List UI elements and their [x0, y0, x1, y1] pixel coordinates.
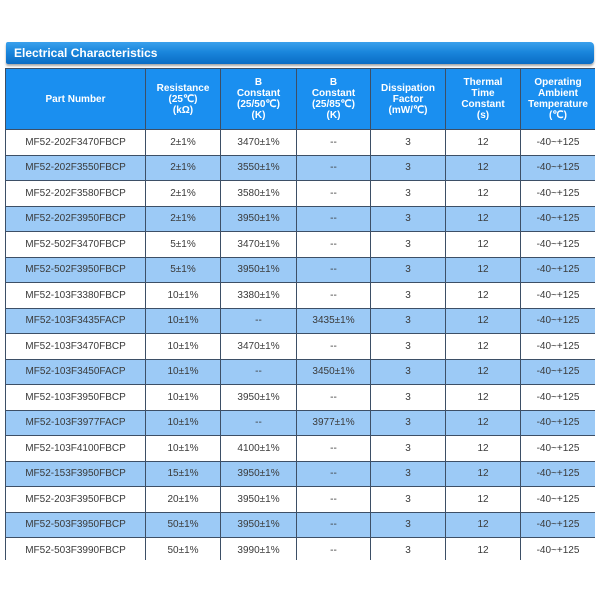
- cell-part-number: MF52-202F3950FBCP: [6, 206, 146, 232]
- cell-b-constant-25-50: --: [221, 359, 297, 385]
- cell-b-constant-25-85: --: [297, 181, 371, 207]
- cell-dissipation-factor: 3: [371, 461, 446, 487]
- cell-resistance: 15±1%: [146, 461, 221, 487]
- column-header-operating-temperature: [521, 69, 596, 130]
- cell-thermal-time-constant: 12: [446, 257, 521, 283]
- cell-part-number: MF52-202F3580FBCP: [6, 181, 146, 207]
- cell-b-constant-25-50: 3550±1%: [221, 155, 297, 181]
- cell-operating-temperature: -40~+125: [521, 512, 596, 538]
- cell-b-constant-25-50: 3580±1%: [221, 181, 297, 207]
- cell-resistance: 10±1%: [146, 308, 221, 334]
- column-header-line: Constant: [461, 99, 505, 110]
- cell-part-number: MF52-103F3380FBCP: [6, 283, 146, 309]
- cell-operating-temperature: -40~+125: [521, 334, 596, 360]
- cell-b-constant-25-85: --: [297, 334, 371, 360]
- cell-part-number: MF52-202F3550FBCP: [6, 155, 146, 181]
- cell-resistance: 20±1%: [146, 487, 221, 513]
- column-header-line: Constant: [311, 88, 356, 99]
- column-header-part-number: [6, 69, 146, 130]
- cell-b-constant-25-85: --: [297, 206, 371, 232]
- column-header-line: Dissipation: [381, 82, 435, 94]
- cell-operating-temperature: -40~+125: [521, 308, 596, 334]
- column-header-line: Thermal: [463, 77, 503, 88]
- column-header-dissipation-factor: [371, 69, 446, 130]
- cell-b-constant-25-85: --: [297, 130, 371, 156]
- cell-b-constant-25-85: 3450±1%: [297, 359, 371, 385]
- cell-b-constant-25-85: --: [297, 257, 371, 283]
- cell-operating-temperature: -40~+125: [521, 461, 596, 487]
- cell-dissipation-factor: 3: [371, 155, 446, 181]
- cell-operating-temperature: -40~+125: [521, 410, 596, 436]
- cell-b-constant-25-85: 3977±1%: [297, 410, 371, 436]
- cell-part-number: MF52-502F3950FBCP: [6, 257, 146, 283]
- column-header-resistance: [146, 69, 221, 130]
- table-row: [6, 155, 596, 181]
- cell-operating-temperature: -40~+125: [521, 385, 596, 411]
- cell-operating-temperature: -40~+125: [521, 206, 596, 232]
- table-body: [6, 130, 596, 561]
- cell-b-constant-25-50: 3470±1%: [221, 334, 297, 360]
- column-header-line: (K): [326, 110, 341, 121]
- column-header-line: (25℃): [168, 93, 198, 105]
- column-header-line: Part Number: [45, 93, 106, 105]
- cell-thermal-time-constant: 12: [446, 334, 521, 360]
- cell-b-constant-25-85: --: [297, 538, 371, 561]
- table-row: [6, 436, 596, 462]
- cell-b-constant-25-85: --: [297, 461, 371, 487]
- cell-b-constant-25-85: --: [297, 385, 371, 411]
- cell-thermal-time-constant: 12: [446, 206, 521, 232]
- cell-b-constant-25-50: 3470±1%: [221, 130, 297, 156]
- cell-part-number: MF52-103F3950FBCP: [6, 385, 146, 411]
- column-header-line: B: [329, 77, 338, 88]
- table-row: [6, 181, 596, 207]
- table-row: [6, 334, 596, 360]
- cell-thermal-time-constant: 12: [446, 410, 521, 436]
- cell-b-constant-25-50: 3950±1%: [221, 512, 297, 538]
- cell-dissipation-factor: 3: [371, 538, 446, 561]
- cell-operating-temperature: -40~+125: [521, 436, 596, 462]
- cell-resistance: 10±1%: [146, 385, 221, 411]
- cell-part-number: MF52-103F3435FACP: [6, 308, 146, 334]
- cell-dissipation-factor: 3: [371, 130, 446, 156]
- cell-b-constant-25-50: 3950±1%: [221, 257, 297, 283]
- table-row: [6, 512, 596, 538]
- electrical-characteristics-table: [5, 68, 595, 560]
- table-row: [6, 130, 596, 156]
- column-header-line: Ambient: [538, 88, 578, 99]
- cell-resistance: 50±1%: [146, 538, 221, 561]
- cell-part-number: MF52-103F3450FACP: [6, 359, 146, 385]
- cell-dissipation-factor: 3: [371, 206, 446, 232]
- cell-b-constant-25-85: --: [297, 232, 371, 258]
- cell-b-constant-25-50: --: [221, 308, 297, 334]
- cell-thermal-time-constant: 12: [446, 359, 521, 385]
- cell-operating-temperature: -40~+125: [521, 538, 596, 561]
- table-row: [6, 232, 596, 258]
- table-row: [6, 410, 596, 436]
- cell-operating-temperature: -40~+125: [521, 181, 596, 207]
- table-row: [6, 308, 596, 334]
- cell-b-constant-25-50: 3950±1%: [221, 206, 297, 232]
- column-header-line: (kΩ): [172, 104, 194, 116]
- table-row: [6, 487, 596, 513]
- column-header-b-constant-25-50: [221, 69, 297, 130]
- column-header-line: (s): [476, 110, 490, 121]
- cell-dissipation-factor: 3: [371, 359, 446, 385]
- cell-operating-temperature: -40~+125: [521, 130, 596, 156]
- cell-dissipation-factor: 3: [371, 385, 446, 411]
- column-header-line: B: [254, 77, 263, 88]
- column-header-thermal-time-constant: [446, 69, 521, 130]
- cell-b-constant-25-50: 3470±1%: [221, 232, 297, 258]
- section-title: Electrical Characteristics: [14, 46, 158, 60]
- cell-thermal-time-constant: 12: [446, 538, 521, 561]
- cell-b-constant-25-85: --: [297, 155, 371, 181]
- column-header-line: Constant: [236, 88, 281, 99]
- cell-part-number: MF52-503F3950FBCP: [6, 512, 146, 538]
- column-header-line: (25/50℃): [237, 99, 280, 110]
- cell-operating-temperature: -40~+125: [521, 283, 596, 309]
- cell-thermal-time-constant: 12: [446, 232, 521, 258]
- cell-dissipation-factor: 3: [371, 257, 446, 283]
- cell-part-number: MF52-153F3950FBCP: [6, 461, 146, 487]
- cell-b-constant-25-85: --: [297, 487, 371, 513]
- cell-resistance: 2±1%: [146, 206, 221, 232]
- table-row: [6, 359, 596, 385]
- cell-dissipation-factor: 3: [371, 334, 446, 360]
- cell-part-number: MF52-503F3990FBCP: [6, 538, 146, 561]
- cell-dissipation-factor: 3: [371, 410, 446, 436]
- cell-b-constant-25-50: 3950±1%: [221, 487, 297, 513]
- cell-b-constant-25-85: --: [297, 436, 371, 462]
- cell-b-constant-25-50: 3380±1%: [221, 283, 297, 309]
- cell-thermal-time-constant: 12: [446, 487, 521, 513]
- table-row: [6, 206, 596, 232]
- cell-dissipation-factor: 3: [371, 436, 446, 462]
- cell-operating-temperature: -40~+125: [521, 232, 596, 258]
- column-header-line: (25/85℃): [312, 99, 355, 110]
- cell-b-constant-25-50: 3950±1%: [221, 461, 297, 487]
- table-row: [6, 283, 596, 309]
- cell-operating-temperature: -40~+125: [521, 487, 596, 513]
- cell-b-constant-25-85: 3435±1%: [297, 308, 371, 334]
- cell-dissipation-factor: 3: [371, 232, 446, 258]
- cell-operating-temperature: -40~+125: [521, 257, 596, 283]
- cell-operating-temperature: -40~+125: [521, 155, 596, 181]
- cell-part-number: MF52-203F3950FBCP: [6, 487, 146, 513]
- cell-resistance: 10±1%: [146, 334, 221, 360]
- column-header-line: (K): [251, 110, 266, 121]
- cell-b-constant-25-50: 3990±1%: [221, 538, 297, 561]
- cell-thermal-time-constant: 12: [446, 436, 521, 462]
- cell-thermal-time-constant: 12: [446, 181, 521, 207]
- column-header-line: (mW/℃): [388, 104, 428, 116]
- table-row: [6, 257, 596, 283]
- cell-resistance: 50±1%: [146, 512, 221, 538]
- cell-dissipation-factor: 3: [371, 181, 446, 207]
- section-title-bar: [6, 42, 594, 64]
- cell-resistance: 5±1%: [146, 232, 221, 258]
- cell-b-constant-25-50: 3950±1%: [221, 385, 297, 411]
- column-header-line: Operating: [534, 77, 582, 88]
- table-header-row: [6, 69, 596, 130]
- table-row: [6, 538, 596, 561]
- cell-dissipation-factor: 3: [371, 487, 446, 513]
- cell-dissipation-factor: 3: [371, 308, 446, 334]
- cell-part-number: MF52-103F3977FACP: [6, 410, 146, 436]
- cell-thermal-time-constant: 12: [446, 130, 521, 156]
- cell-thermal-time-constant: 12: [446, 283, 521, 309]
- cell-b-constant-25-85: --: [297, 283, 371, 309]
- cell-thermal-time-constant: 12: [446, 155, 521, 181]
- cell-resistance: 2±1%: [146, 181, 221, 207]
- column-header-line: Temperature: [528, 99, 588, 110]
- cell-resistance: 10±1%: [146, 359, 221, 385]
- cell-dissipation-factor: 3: [371, 283, 446, 309]
- cell-part-number: MF52-202F3470FBCP: [6, 130, 146, 156]
- cell-resistance: 2±1%: [146, 155, 221, 181]
- electrical-characteristics-table-container: [5, 68, 595, 560]
- cell-b-constant-25-50: --: [221, 410, 297, 436]
- column-header-line: (℃): [549, 110, 567, 121]
- cell-resistance: 10±1%: [146, 410, 221, 436]
- cell-resistance: 10±1%: [146, 283, 221, 309]
- cell-b-constant-25-50: 4100±1%: [221, 436, 297, 462]
- cell-part-number: MF52-103F3470FBCP: [6, 334, 146, 360]
- cell-b-constant-25-85: --: [297, 512, 371, 538]
- column-header-line: Resistance: [156, 82, 210, 94]
- column-header-b-constant-25-85: [297, 69, 371, 130]
- cell-thermal-time-constant: 12: [446, 512, 521, 538]
- table-row: [6, 461, 596, 487]
- cell-resistance: 5±1%: [146, 257, 221, 283]
- cell-operating-temperature: -40~+125: [521, 359, 596, 385]
- column-header-line: Time: [471, 88, 495, 99]
- cell-resistance: 2±1%: [146, 130, 221, 156]
- table-row: [6, 385, 596, 411]
- cell-thermal-time-constant: 12: [446, 385, 521, 411]
- cell-thermal-time-constant: 12: [446, 308, 521, 334]
- cell-dissipation-factor: 3: [371, 512, 446, 538]
- column-header-line: Factor: [392, 93, 424, 105]
- cell-resistance: 10±1%: [146, 436, 221, 462]
- cell-part-number: MF52-103F4100FBCP: [6, 436, 146, 462]
- cell-thermal-time-constant: 12: [446, 461, 521, 487]
- cell-part-number: MF52-502F3470FBCP: [6, 232, 146, 258]
